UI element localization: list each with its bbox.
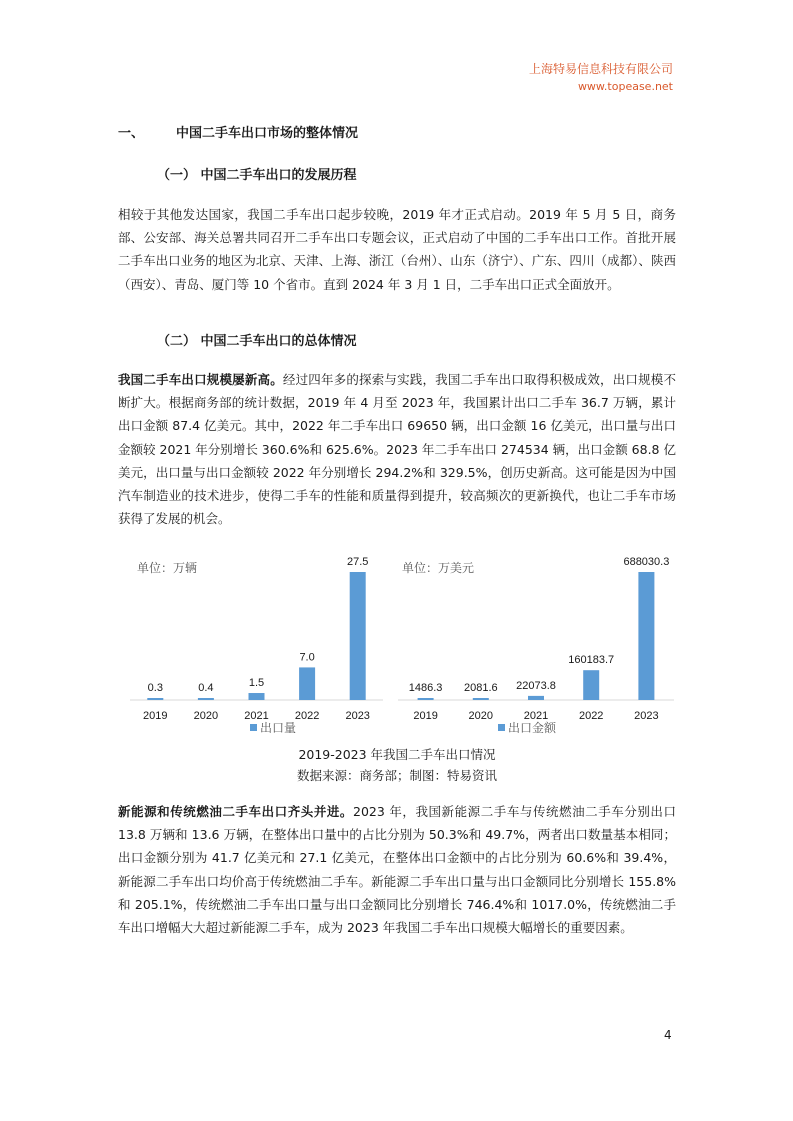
- chart-value-label: 7.0: [299, 651, 315, 664]
- chart-bar: [638, 572, 654, 700]
- section-heading: [118, 122, 358, 141]
- chart-tick-label: 2023: [634, 710, 659, 722]
- paragraph-overall-body: 经过四年多的探索与实践，我国二手车出口取得积极成效，出口规模不断扩大。根据商务部的统计数据，2019 年 4 月至 2023 年，我国累计出口二手车 36.7 万辆，累计出口金额 87.4 亿美元。其中，2022 年二手车出口 69650 辆，出口金额 16 亿美元，出口量与出口金额较 2021 年分别增长 360.6%和 625.6%。2023 年二手车出口 274534 辆，出口金额 68.8 亿美元，出口量与出口金额较 2022 年分别增长 294.2%和 329.5%，创历史新高。这可能是因为中国汽车制造业的技术进步，使得二手车的性能和质量得到提升，较高频次的更新换代，也让二手车市场获得了发展的机会。: [118, 372, 676, 527]
- chart-bar: [198, 698, 214, 700]
- section-number: 一、: [118, 126, 145, 141]
- paragraph-energy-body: 2023 年，我国新能源二手车与传统燃油二手车分别出口 13.8 万辆和 13.6 万辆，在整体出口量中的占比分别为 50.3%和 49.7%，两者出口数量基本相同；出口金额分别为 41.7 亿美元和 27.1 亿美元，在整体出口金额中的占比分别为 60.6%和 39.4%，新能源二手车出口均价高于传统燃油二手车。新能源二手车出口量与出口金额同比分别增长 155.8%和 205.1%，传统燃油二手车出口量与出口金额同比分别增长 746.4%和 1017.0%，传统燃油二手车出口增幅大大超过新能源二手车，成为 2023 年我国二手车出口规模大幅增长的重要因素。: [118, 804, 676, 936]
- chart-legend-label: 出口金额: [508, 721, 557, 735]
- chart-bar: [418, 698, 434, 700]
- chart-tick-label: 2020: [468, 710, 494, 722]
- paragraph-overall: [118, 368, 676, 530]
- paragraph-overall-lead: 我国二手车出口规模屡新高。: [118, 372, 283, 387]
- chart-export-value: [398, 556, 674, 735]
- subsection-heading-2: （二） 中国二手车出口的总体情况: [157, 334, 357, 349]
- chart-tick-label: 2019: [143, 710, 168, 722]
- chart-tick-label: 2021: [523, 710, 549, 722]
- chart-tick-label: 2019: [413, 710, 438, 722]
- header-company: 上海特易信息科技有限公司: [528, 62, 673, 76]
- chart-unit-label: 单位：万美元: [402, 561, 475, 575]
- chart-value-label: 1486.3: [408, 682, 443, 694]
- page-number: 4: [664, 1028, 672, 1042]
- chart-tick-label: 2023: [345, 710, 370, 722]
- chart-export-volume: [130, 556, 383, 735]
- paragraph-energy: [118, 800, 676, 939]
- chart-tick-label: 2022: [294, 710, 320, 722]
- chart-value-label: 2081.6: [463, 682, 498, 694]
- chart-bar: [350, 572, 366, 700]
- chart-legend-swatch: [250, 724, 257, 731]
- chart-value-label: 688030.3: [623, 556, 670, 568]
- subsection-heading-1: （一） 中国二手车出口的发展历程: [157, 168, 357, 183]
- chart-value-label: 160183.7: [568, 654, 615, 667]
- chart-value-label: 0.4: [198, 682, 214, 694]
- chart-bar: [473, 698, 489, 700]
- chart-tick-label: 2020: [193, 710, 219, 722]
- chart-value-label: 0.3: [147, 682, 163, 694]
- chart-bar: [249, 693, 265, 700]
- section-title: 中国二手车出口市场的整体情况: [176, 126, 359, 141]
- chart-bar: [299, 667, 315, 700]
- chart-value-label: 22073.8: [516, 679, 556, 692]
- chart-tick-label: 2021: [244, 710, 269, 722]
- chart-legend-label: 出口量: [260, 721, 297, 735]
- figure-caption-source: 数据来源：商务部；制图：特易资讯: [296, 768, 497, 783]
- header-url[interactable]: www.topease.net: [577, 80, 673, 93]
- chart-unit-label: 单位：万辆: [137, 561, 198, 575]
- export-charts: [0, 545, 793, 745]
- chart-value-label: 27.5: [346, 556, 369, 568]
- chart-legend-swatch: [498, 724, 505, 731]
- paragraph-history: 相较于其他发达国家，我国二手车出口起步较晚，2019 年才正式启动。2019 年 5 月 5 日，商务部、公安部、海关总署共同召开二手车出口专题会议，正式启动了中国的二手车出口工作。首批开展二手车出口业务的地区为北京、天津、上海、浙江（台州）、山东（济宁）、广东、四川（成都）、陕西（西安）、青岛、厦门等 10 个省市。直到 2024 年 3 月 1 日，二手车出口正式全面放开。: [118, 207, 676, 292]
- chart-bar: [528, 696, 544, 700]
- paragraph-energy-lead: 新能源和传统燃油二手车出口齐头并进。: [118, 804, 353, 819]
- chart-value-label: 1.5: [248, 677, 265, 690]
- chart-tick-label: 2022: [578, 710, 604, 722]
- chart-bar: [583, 670, 599, 700]
- figure-caption-title: 2019-2023 年我国二手车出口情况: [298, 747, 496, 762]
- chart-bar: [147, 698, 163, 700]
